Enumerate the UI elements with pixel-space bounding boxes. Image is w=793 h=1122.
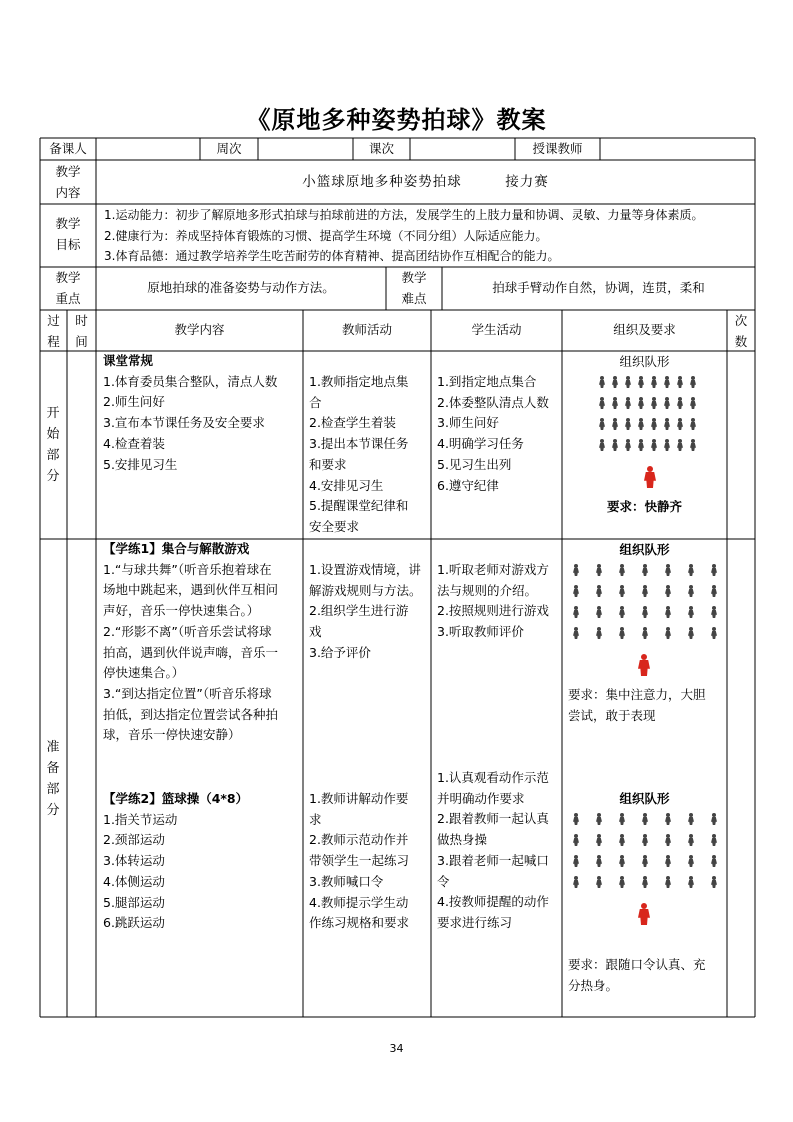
student-figure-icon (641, 813, 649, 825)
prepare-org-requirement-2: 要求：跟随口令认真、充 分热身。 (568, 957, 706, 993)
student-figure-icon (595, 585, 603, 597)
student-figure-icon (598, 376, 606, 388)
col-organization: 组织及要求 (613, 322, 676, 337)
student-figure-icon (710, 834, 718, 846)
prepare-teacher-part1: 1.设置游戏情境，讲 解游戏规则与方法。 2.组织学生进行游 戏 3.给予评价 (309, 562, 422, 660)
student-figure-icon (637, 439, 645, 451)
student-figure-icon (595, 627, 603, 639)
student-figure-icon (572, 627, 580, 639)
student-figure-icon (572, 585, 580, 597)
student-figure-icon (624, 439, 632, 451)
student-figure-icon (595, 564, 603, 576)
list-item: 2.师生问好 (103, 394, 165, 410)
prepare-content-part2: 【学练2】篮球操（4*8） 1.指关节运动 2.颈部运动 3.体转运动 4.体侧运动 5.腿部运动 6.跳跃运动 (103, 791, 249, 931)
document-title: 《原地多种姿势拍球》教案 (246, 105, 547, 134)
prepare-student-part2: 1.认真观看动作示范 并明确动作要求 2.跟着教师一起认真 做热身操 3.跟着老师一起喊口 令 4.按教师提醒的动作 要求进行练习 (437, 770, 549, 930)
prepare-content-part1: 【学练1】集合与解散游戏 1.“与球共舞”（听音乐抱着球在 场地中跳起来，遇到伙伴互相问 声好，音乐一停快速集合。） 2.“形影不离”（听音乐尝试将球 拍高，遇到伙伴说声嗨，音乐一 停快速集合。） 3.“到达指定位置”（听音乐将球 拍低，到达指定位置尝试各种拍 球，音乐一停快速安静） (103, 541, 279, 743)
col-teaching-content: 教学内容 (174, 322, 225, 337)
student-figure-icon (687, 834, 695, 846)
student-figure-icon (641, 585, 649, 597)
goal-item: 3.体育品德：通过教学培养学生吃苦耐劳的体育精神、提高团结协作互相配合的能力。 (104, 249, 560, 264)
student-figure-icon (687, 813, 695, 825)
student-figure-icon (687, 564, 695, 576)
student-figure-icon (664, 813, 672, 825)
lesson-label: 课次 (368, 141, 394, 156)
student-figure-icon (689, 376, 697, 388)
student-figure-icon (664, 855, 672, 867)
student-figure-icon (710, 813, 718, 825)
student-figure-icon (641, 876, 649, 888)
student-figure-icon (687, 627, 695, 639)
goals-list (104, 205, 703, 267)
list-item: 3.宣布本节课任务及安全要求 (103, 415, 265, 431)
student-figure-icon (664, 834, 672, 846)
start-teacher-activity: 1.教师指定地点集 合 2.检查学生着装 3.提出本节课任务 和要求 4.安排见习生 5.提醒课堂纪律和 安全要求 (309, 374, 409, 534)
student-figure-icon (650, 376, 658, 388)
teacher-figure-icon (644, 466, 656, 488)
list-item: 4.检查着装 (103, 435, 165, 451)
student-figure-icon (641, 606, 649, 618)
student-figure-icon (710, 564, 718, 576)
student-figure-icon (611, 418, 619, 430)
teacher-label: 授课教师 (532, 141, 583, 156)
student-figure-icon (641, 855, 649, 867)
teacher-figure-icon (638, 654, 650, 676)
student-figure-icon (710, 585, 718, 597)
student-figure-icon (687, 585, 695, 597)
student-figure-icon (663, 397, 671, 409)
student-figure-icon (611, 376, 619, 388)
student-figure-icon (637, 376, 645, 388)
student-figure-icon (689, 439, 697, 451)
student-figure-icon (572, 564, 580, 576)
student-figure-icon (598, 418, 606, 430)
student-figure-icon (572, 876, 580, 888)
prepare-org-title-1: 组织队形 (619, 542, 670, 557)
student-figure-icon (687, 855, 695, 867)
student-figure-icon (710, 876, 718, 888)
student-figure-icon (676, 376, 684, 388)
phase-prepare: 准 备 部 分 (46, 740, 60, 818)
student-figure-icon (595, 855, 603, 867)
student-figure-icon (641, 627, 649, 639)
focus-text: 原地拍球的准备姿势与动作方法。 (147, 280, 335, 295)
student-figure-icon (595, 876, 603, 888)
goals-label: 教学 目标 (55, 216, 81, 252)
list-item: 5.安排见习生 (103, 456, 178, 472)
start-student-activity: 1.到指定地点集合 2.体委整队清点人数 3.师生问好 4.明确学习任务 5.见习生出列 6.遵守纪律 (437, 374, 549, 493)
student-figure-icon (637, 397, 645, 409)
student-figure-icon (664, 627, 672, 639)
formation-diagram (562, 540, 727, 680)
student-figure-icon (611, 439, 619, 451)
student-figure-icon (618, 855, 626, 867)
student-figure-icon (689, 397, 697, 409)
goal-item: 2.健康行为：养成坚持体育锻炼的习惯、提高学生环境（不同分组）人际适应能力。 (104, 228, 548, 243)
col-time: 时 间 (75, 313, 88, 349)
student-figure-icon (595, 813, 603, 825)
prepare-student-part1: 1.听取老师对游戏方 法与规则的介绍。 2.按照规则进行游戏 3.听取教师评价 (437, 562, 549, 640)
student-figure-icon (689, 418, 697, 430)
prepare-org-requirement-1: 要求：集中注意力，大胆 尝试，敢于表现 (568, 687, 706, 723)
student-figure-icon (618, 564, 626, 576)
preparer-label: 备课人 (49, 141, 87, 156)
student-figure-icon (595, 834, 603, 846)
student-figure-icon (624, 376, 632, 388)
student-figure-icon (710, 627, 718, 639)
student-figure-icon (641, 564, 649, 576)
student-figure-icon (598, 439, 606, 451)
student-figure-icon (641, 834, 649, 846)
student-figure-icon (572, 606, 580, 618)
student-figure-icon (618, 813, 626, 825)
student-figure-icon (676, 397, 684, 409)
page-number: 34 (389, 1042, 404, 1055)
col-student-activity: 学生活动 (471, 322, 522, 337)
student-figure-icon (637, 418, 645, 430)
student-figure-icon (664, 606, 672, 618)
student-figure-icon (572, 813, 580, 825)
student-figure-icon (664, 876, 672, 888)
goal-item: 1.运动能力：初步了解原地多形式拍球与拍球前进的方法，发展学生的上肢力量和协调、灵敏、力量等身体素质。 (104, 208, 704, 222)
student-figure-icon (650, 397, 658, 409)
student-figure-icon (650, 418, 658, 430)
student-figure-icon (611, 397, 619, 409)
week-label: 周次 (216, 141, 242, 156)
student-figure-icon (650, 439, 658, 451)
student-figure-icon (664, 585, 672, 597)
student-figure-icon (664, 564, 672, 576)
start-org-requirement: 要求：快静齐 (606, 499, 682, 514)
col-count: 次 数 (734, 313, 748, 349)
student-figure-icon (618, 585, 626, 597)
student-figure-icon (710, 606, 718, 618)
prepare-teacher-part2: 1.教师讲解动作要 求 2.教师示范动作并 带领学生一起练习 3.教师喊口令 4.教师提示学生动 作练习规格和要求 (309, 791, 410, 931)
focus-label: 教学 重点 (55, 270, 81, 306)
difficulty-label: 教学 难点 (401, 270, 427, 306)
teacher-figure-icon (638, 903, 650, 925)
formation-diagram (562, 789, 727, 939)
student-figure-icon (618, 627, 626, 639)
student-figure-icon (676, 418, 684, 430)
content-text: 小篮球原地多种姿势拍球 接力赛 (302, 174, 549, 190)
phase-start: 开 始 部 分 (46, 406, 60, 484)
student-figure-icon (710, 855, 718, 867)
student-figure-icon (598, 397, 606, 409)
col-teacher-activity: 教师活动 (341, 322, 392, 337)
student-figure-icon (618, 834, 626, 846)
student-figure-icon (663, 439, 671, 451)
student-figure-icon (618, 606, 626, 618)
student-figure-icon (687, 876, 695, 888)
student-figure-icon (618, 876, 626, 888)
start-content: 课堂常规 1.体育委员集合整队，清点人数 2.师生问好 3.宣布本节课任务及安全要求 4.检查着装 5.安排见习生 (103, 351, 277, 475)
student-figure-icon (663, 376, 671, 388)
student-figure-icon (624, 397, 632, 409)
student-figure-icon (572, 855, 580, 867)
difficulty-text: 拍球手臂动作自然，协调，连贯，柔和 (492, 280, 705, 295)
student-figure-icon (687, 606, 695, 618)
prepare-org-title-2: 组织队形 (619, 791, 670, 806)
student-figure-icon (595, 606, 603, 618)
student-figure-icon (624, 418, 632, 430)
student-figure-icon (676, 439, 684, 451)
student-figure-icon (572, 834, 580, 846)
content-label: 教学 内容 (55, 164, 81, 200)
col-process: 过 程 (47, 313, 60, 349)
start-org-title: 组织队形 (619, 354, 670, 369)
list-item: 1.体育委员集合整队，清点人数 (103, 373, 278, 389)
student-figure-icon (663, 418, 671, 430)
